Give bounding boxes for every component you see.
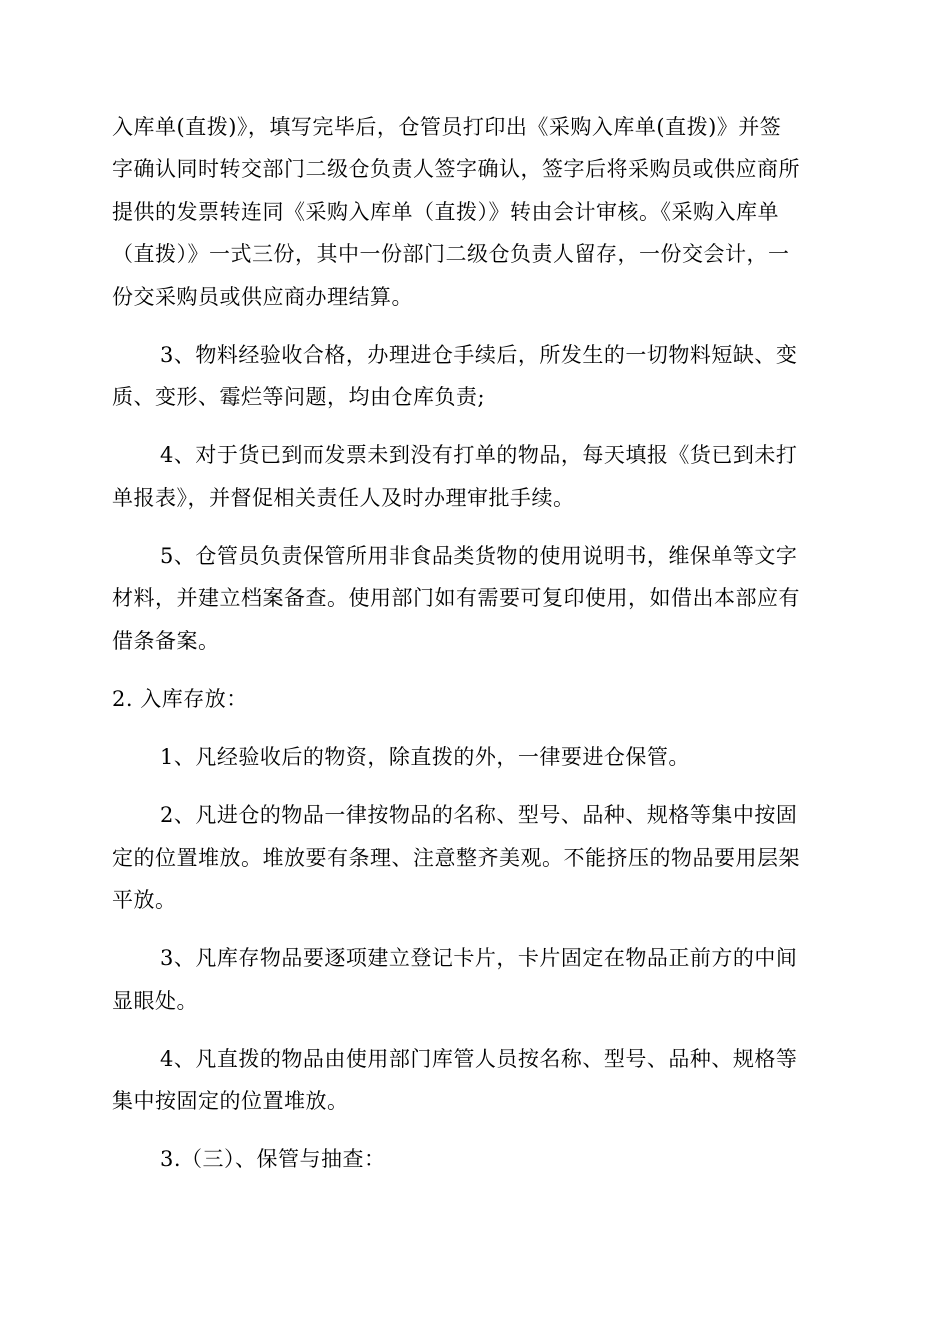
section3-heading: 3.（三）、保管与抽查： — [160, 1147, 386, 1171]
item4-line-1: 4、对于货已到而发票未到没有打单的物品，每天填报《货已到未打 — [160, 443, 798, 467]
item5-line-3: 借条备案。 — [112, 629, 220, 653]
section2-item3-line-2: 显眼处。 — [112, 989, 198, 1013]
para1-line-1: 入库单(直拨)》，填写完毕后，仓管员打印出《采购入库单(直拨)》并签 — [112, 115, 782, 139]
para1-line-4: （直拨）》一式三份，其中一份部门二级仓负责人留存，一份交会计，一 — [112, 242, 790, 266]
section2-heading: 2. 入库存放： — [112, 687, 248, 711]
para1-line-2: 字确认同时转交部门二级仓负责人签字确认，签字后将采购员或供应商所 — [112, 157, 800, 181]
section2-item4-line-1: 4、凡直拨的物品由使用部门库管人员按名称、型号、品种、规格等 — [160, 1047, 798, 1071]
section2-item2-line-1: 2、凡进仓的物品一律按物品的名称、型号、品种、规格等集中按固 — [160, 803, 798, 827]
para1-line-5: 份交采购员或供应商办理结算。 — [112, 285, 413, 309]
section2-item3-line-1: 3、凡库存物品要逐项建立登记卡片，卡片固定在物品正前方的中间 — [160, 946, 798, 970]
section2-item1: 1、凡经验收后的物资，除直拨的外，一律要进仓保管。 — [160, 745, 690, 769]
section2-item2-line-3: 平放。 — [112, 888, 177, 912]
item5-line-2: 材料，并建立档案备查。使用部门如有需要可复印使用，如借出本部应有 — [112, 586, 800, 610]
para1-line-3: 提供的发票转连同《采购入库单（直拨）》转由会计审核。《采购入库单 — [112, 200, 779, 224]
section2-item2-line-2: 定的位置堆放。堆放要有条理、注意整齐美观。不能挤压的物品要用层架 — [112, 846, 800, 870]
item3-line-2: 质、变形、霉烂等问题，均由仓库负责; — [112, 385, 486, 409]
item3-line-1: 3、物料经验收合格，办理进仓手续后，所发生的一切物料短缺、变 — [160, 343, 798, 367]
item5-line-1: 5、仓管员负责保管所用非食品类货物的使用说明书，维保单等文字 — [160, 544, 798, 568]
section2-item4-line-2: 集中按固定的位置堆放。 — [112, 1089, 349, 1113]
item4-line-2: 单报表》，并督促相关责任人及时办理审批手续。 — [112, 486, 575, 510]
